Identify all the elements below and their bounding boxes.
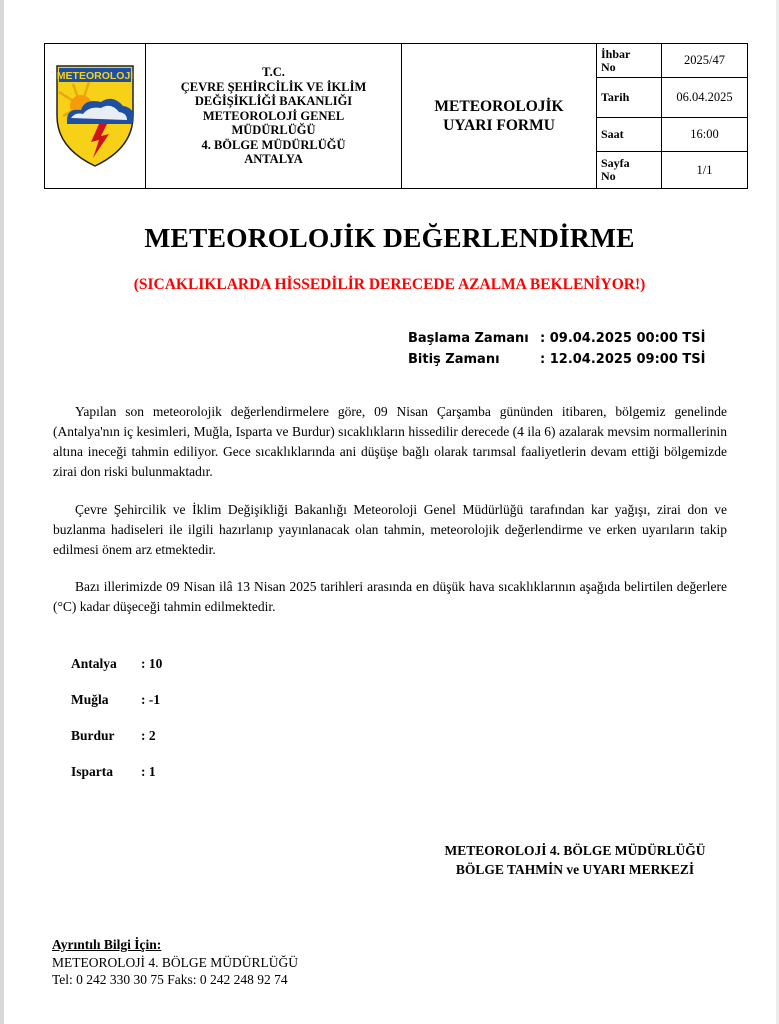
end-time-label: Bitiş Zamanı (408, 352, 500, 367)
ministry-line: DEĞİŞİKLİĞİ BAKANLIĞI (194, 94, 353, 109)
warning-subtitle: (SICAKLIKLARDA HİSSEDİLİR DERECEDE AZALMA BEKLENİYOR!) (133, 276, 646, 293)
signature-line: BÖLGE TAHMİN ve UYARI MERKEZİ (455, 862, 695, 877)
ministry-line: 4. BÖLGE MÜDÜRLÜĞÜ (201, 137, 346, 152)
meta-label-sayfa (597, 152, 662, 189)
header-table (44, 43, 748, 189)
temperature-city: Muğla (71, 692, 109, 707)
contact-office: METEOROLOJİ 4. BÖLGE MÜDÜRLÜĞÜ (52, 954, 298, 970)
body-paragraph: Yapılan son meteorolojik değerlendirmelere göre, 09 Nisan Çarşamba gününden itibaren, bölgemiz genelinde (Antalya'nın iç kesimleri, Muğla, Isparta ve Burdur) sıcaklıkların hissedilir derecede (4 ila 6) azalarak mevsim normallerinin altına ineceği tahmin ediliyor. Gece sıcaklıklarında ani düşüşe bağlı olarak tarımsal faaliyetlerin devam ettiği bölgemizde zirai don riski bulunmaktadır. (53, 404, 727, 479)
meta-label-line: Tarih (601, 90, 630, 104)
ministry-line: T.C. (262, 65, 285, 80)
end-time-row (408, 349, 705, 370)
start-time-value: : 09.04.2025 00:00 TSİ (540, 331, 706, 346)
meta-label-saat (597, 118, 662, 152)
form-title-cell (402, 44, 597, 189)
contact-heading: Ayrıntılı Bilgi İçin: (52, 937, 162, 952)
signature-line: METEOROLOJİ 4. BÖLGE MÜDÜRLÜĞÜ (444, 843, 706, 858)
end-time-value: : 12.04.2025 09:00 TSİ (540, 352, 706, 367)
logo-text: METEOROLOJİ (56, 69, 134, 82)
form-title-line: METEOROLOJİK (434, 98, 564, 115)
meta-label-line: İhbar (601, 46, 631, 61)
temperature-row (71, 728, 162, 764)
meta-label-line: No (601, 59, 616, 74)
meta-value-sayfa: 1/1 (662, 152, 748, 189)
contact-phone: Tel: 0 242 330 30 75 Faks: 0 242 248 92 74 (52, 972, 288, 987)
meta-value-tarih: 06.04.2025 (662, 78, 748, 118)
ministry-line: MÜDÜRLÜĞÜ (231, 123, 316, 138)
temperature-row (71, 764, 162, 800)
meta-label-line: No (601, 169, 616, 183)
temperature-city: Burdur (71, 728, 115, 743)
temperature-value: : 1 (141, 764, 156, 779)
temperature-value: : 10 (141, 656, 163, 671)
contact-block (52, 936, 298, 989)
logo-cell (45, 44, 146, 189)
temperature-city: Isparta (71, 764, 114, 779)
document-title: METEOROLOJİK DEĞERLENDİRME (144, 222, 635, 253)
temperature-value: : -1 (141, 692, 161, 707)
ministry-cell (146, 44, 402, 189)
temperature-city: Antalya (71, 656, 117, 671)
temperature-list (71, 656, 162, 800)
form-title-line: UYARI FORMU (443, 117, 555, 134)
meta-label-line: Sayfa (601, 156, 630, 170)
page-left-edge (0, 0, 4, 1024)
meta-label-ihbar (597, 44, 662, 78)
body-paragraph: Çevre Şehircilik ve İklim Değişikliği Bakanlığı Meteoroloji Genel Müdürlüğü tarafından kar yağışı, zirai don ve buzlanma hadiseleri ile ilgili hazırlanıp yayınlanacak olan tahmin, meteorolojik değerlendirme ve erken uyarıların takip edilmesi önem arz etmektedir. (53, 502, 727, 557)
start-time-label: Başlama Zamanı (408, 331, 529, 346)
ministry-line: METEOROLOJİ GENEL (202, 108, 345, 123)
temperature-value: : 2 (141, 728, 156, 743)
validity-times (408, 328, 705, 370)
meta-label-line: Saat (601, 127, 624, 141)
temperature-row (71, 656, 162, 692)
start-time-row (408, 328, 705, 349)
ministry-line: ÇEVRE ŞEHİRCİLİK VE İKLİM (180, 79, 367, 94)
meta-label-tarih (597, 78, 662, 118)
meta-value-saat: 16:00 (662, 118, 748, 152)
meta-value-ihbar: 2025/47 (662, 44, 748, 78)
body-paragraph: Bazı illerimizde 09 Nisan ilâ 13 Nisan 2025 tarihleri arasında en düşük hava sıcaklıklarının aşağıda belirtilen değerlere (°C) kadar düşeceği tahmin edilmektedir. (53, 579, 727, 614)
ministry-line: ANTALYA (244, 152, 303, 167)
temperature-row (71, 692, 162, 728)
meteoroloji-logo (53, 58, 137, 170)
signature-block (400, 841, 750, 879)
